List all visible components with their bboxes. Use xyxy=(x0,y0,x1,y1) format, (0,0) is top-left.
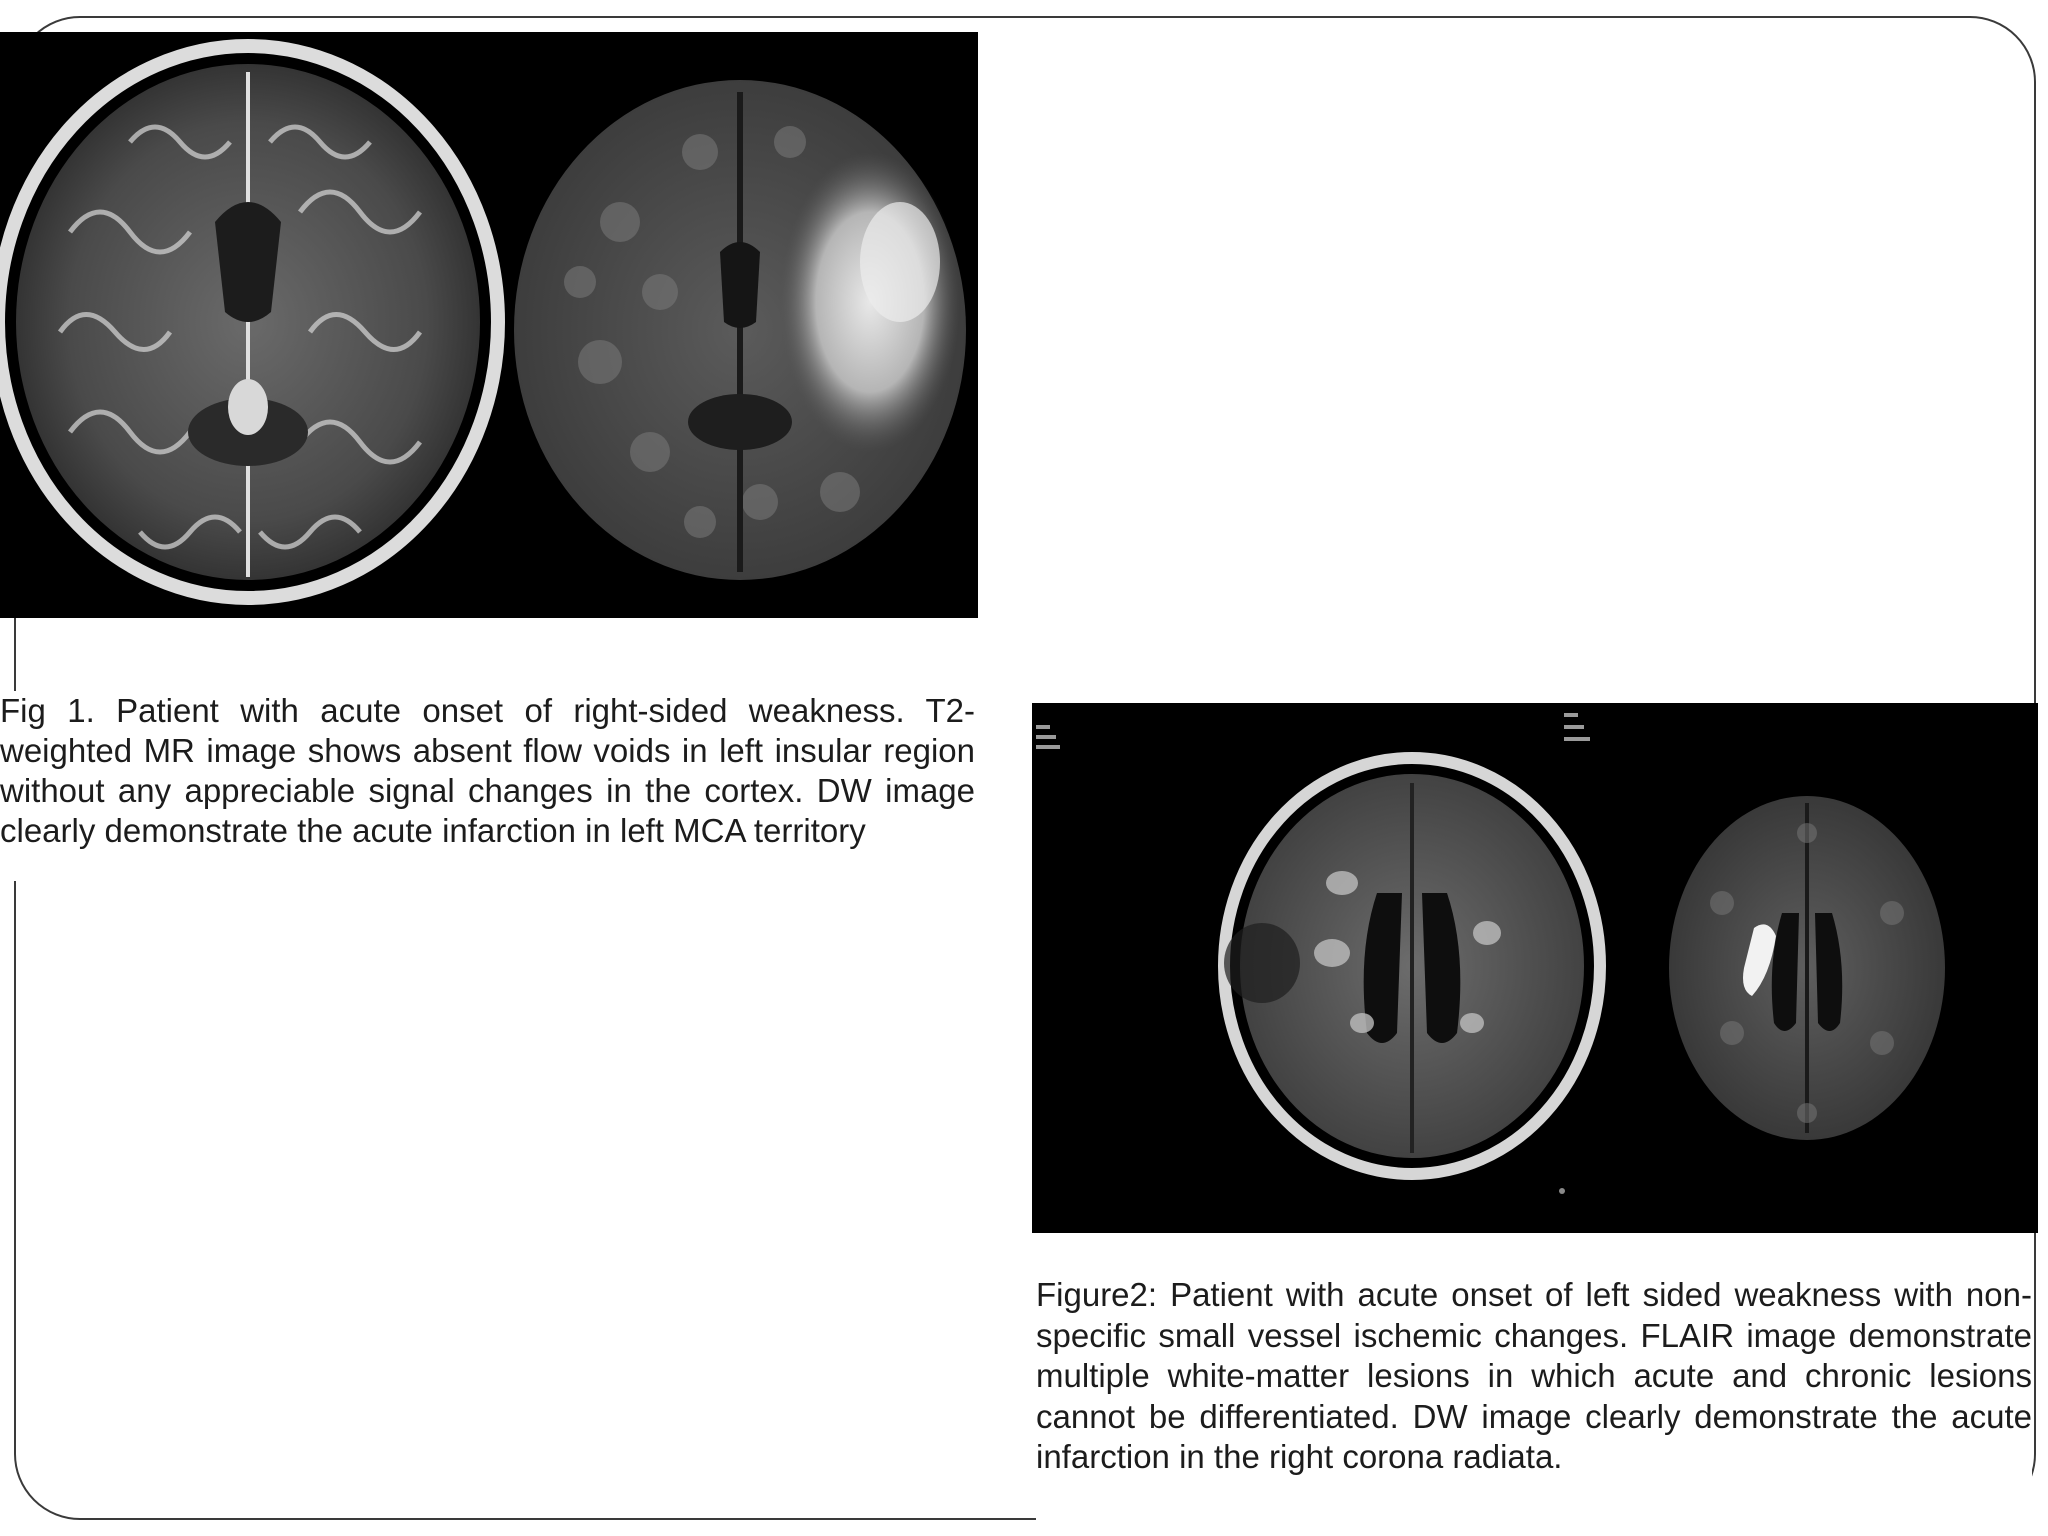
figure2-caption: Figure2: Patient with acute onset of left sided weakness with non-specific small vessel ischemic changes. FLAIR image demonstrate multiple white-matter lesions in which acute and chronic lesions cannot be differentiated. DW image clearly demonstrate the acute infarction in the right corona radiata. xyxy=(1036,1275,2032,1529)
figure1-caption: Fig 1. Patient with acute onset of right-sided weakness. T2-weighted MR image shows absent flow voids in left insular region without any appreciable signal changes in the cortex. DW image clearly demonstrate the acute infarction in left MCA territory xyxy=(0,691,975,881)
dw-scan xyxy=(514,80,966,580)
dw-scan-2 xyxy=(1669,796,1945,1140)
scan-annotations xyxy=(1036,713,1590,749)
figure2-image xyxy=(1032,703,2038,1233)
flair-scan xyxy=(1224,758,1600,1174)
figure1-image xyxy=(0,32,978,618)
t2-scan xyxy=(0,46,498,598)
